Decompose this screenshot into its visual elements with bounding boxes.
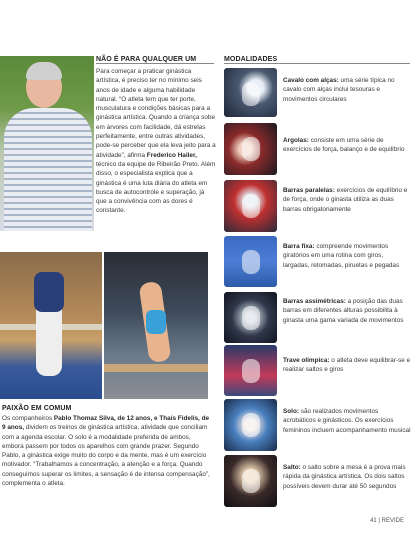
high-bar-photo: [224, 236, 277, 287]
modalidade-item: Cavalo com alças: uma série típica no cavalo com alças inclui tesouras e movimentos circulares: [283, 77, 395, 103]
magazine-name: REVIDE: [381, 518, 404, 524]
rings-photo: [224, 123, 277, 175]
article-body: Para começar a praticar ginástica artística, é preciso ter no mínimo seis anos de idade e alguma habilidade natural. “O atleta tem que ter porte, musculatura e condições básicas para a ginástica artística. Quando a criança sobe em árvores com facilidade, dá estrelas perfeitamente, entre outras atividades, pode-se perceber que ela leva jeito para a atividade”, afirma Frederico Hailer, técnico da equipe de Ribeirão Preto. Além disso, o especialista explica que a ginástica é uma luta diária do atleta em busca de autocontrole e superação, já que a convivência com as dores é constante.: [96, 68, 216, 215]
modalidades-heading: MODALIDADES: [224, 56, 278, 63]
modalidade-item: Barras paralelas: exercícios de equilíbrio e de força, onde o ginasta utiliza as duas barras obrigatoriamente: [283, 187, 408, 213]
modalidade-item: Argolas: consiste em uma série de exercícios de força, balanço e de equilíbrio: [283, 137, 405, 154]
pommel-horse-photo: [224, 68, 277, 117]
modalidade-item: Barras assimétricas: a posição das duas barras em diferentes alturas possibilita à ginasta uma gama variada de movimentos: [283, 298, 404, 324]
article-heading: NÃO É PARA QUALQUER UM: [96, 56, 197, 63]
parallel-bars-photo: [224, 180, 277, 232]
vault-photo: [224, 455, 277, 507]
floor-photo: [224, 399, 277, 451]
modalidade-item: Solo: são realizados movimentos acrobáticos e ginásticos. Os exercícios femininos incluem acompanhamento musical: [283, 408, 411, 434]
article-body: Os companheiros Pablo Thomaz Silva, de 12 anos, e Thaís Fidelis, de 9 anos, dividem os treinos de ginástica artística, atividade que conciliam com a agenda escolar. O solo é a modalidade preferida de ambos, embora passem por todos os aparelhos com grande prazer. Segundo Pablo, a ginástica exige muito do corpo e da mente, mas é um exercício motivador. “Trabalhamos a concentração, a atenção e a força. Quando conseguimos superar os limites, a sensação é de intensa compensação”, complementa o atleta.: [2, 415, 210, 488]
coach-photo: [0, 56, 94, 231]
page-footer: 41 | REVIDE: [370, 518, 404, 524]
modalidade-item: Barra fixa: compreende movimentos giratórios em uma rotina com giros, largadas, retomadas, piruetas e pegadas: [283, 243, 400, 269]
page-number: 41: [370, 518, 377, 524]
heading-rule: [224, 63, 410, 64]
heading-rule: [96, 63, 214, 64]
modalidade-item: Salto: o salto sobre a mesa é a prova mais rápida da ginástica artística. Os dois saltos possíveis devem durar até 50 segundos: [283, 464, 406, 490]
modalidade-item: Trave olímpica: o atleta deve equilibrar-se e realizar saltos e giros: [283, 357, 411, 374]
article-heading: PAIXÃO EM COMUM: [2, 405, 72, 412]
balance-beam-photo: [224, 345, 277, 396]
girl-gymnast-photo: [104, 252, 208, 399]
uneven-bars-photo: [224, 292, 277, 343]
boy-gymnast-photo: [0, 252, 102, 399]
